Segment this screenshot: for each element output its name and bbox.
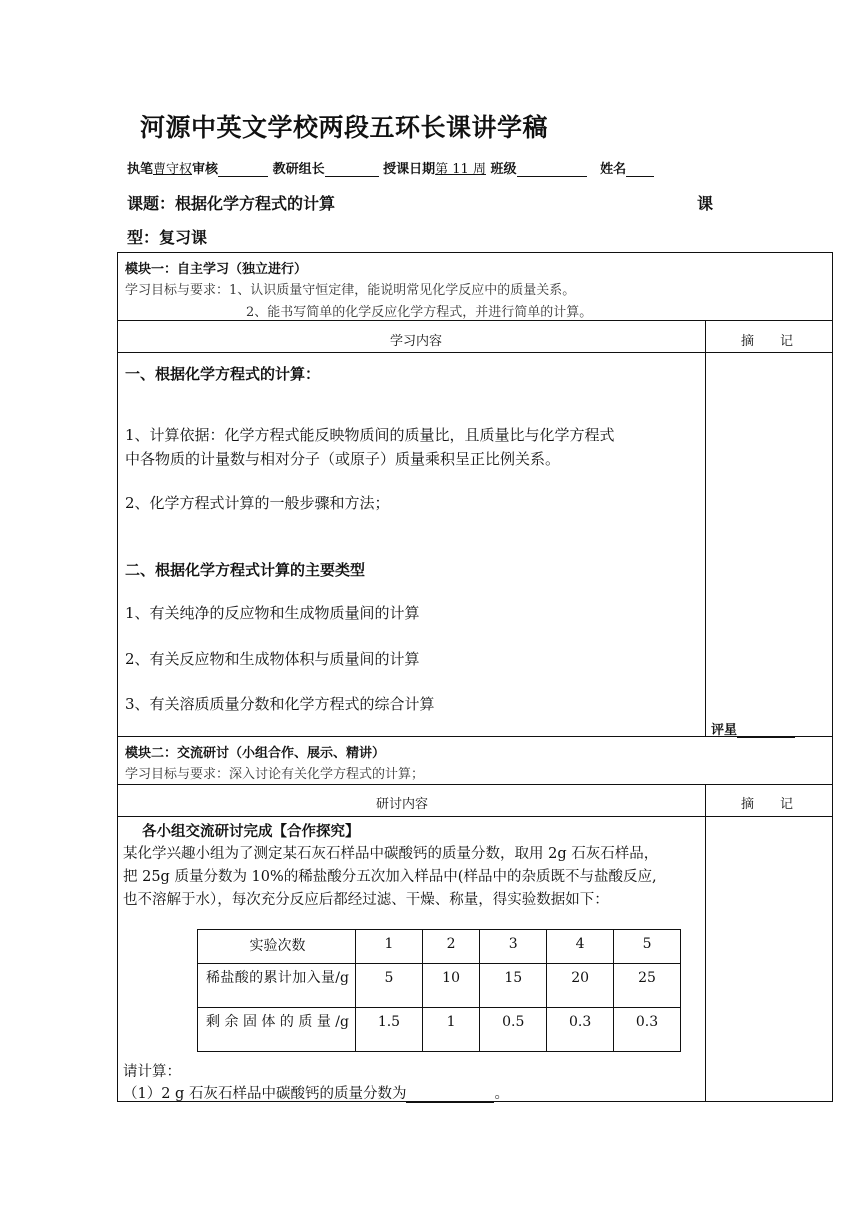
divider: [117, 352, 833, 353]
section1-item1-line2: 中各物质的计量数与相对分子（或原子）质量乘积呈正比例关系。: [125, 450, 561, 468]
writer-label: 执笔: [127, 162, 154, 177]
experiment-data-table: [197, 929, 681, 1052]
leader-blank: [325, 163, 379, 177]
column-divider: [705, 784, 706, 1102]
table-cell: 15: [480, 964, 547, 1008]
problem-line-3: 也不溶解于水），每次充分反应后都经过滤、干燥、称量，得实验数据如下：: [123, 892, 609, 908]
module1-heading: 模块一：自主学习（独立进行）: [125, 262, 308, 277]
name-blank: [626, 163, 654, 177]
rating-label: 评星: [711, 723, 738, 738]
table-cell: 1: [422, 1008, 479, 1052]
review-label: 审核: [192, 162, 219, 177]
section2-item3: 3、有关溶质质量分数和化学方程式的综合计算: [125, 695, 435, 713]
table-cell: 0.3: [614, 1008, 681, 1052]
section2-item1: 1、有关纯净的反应物和生成物质量间的计算: [125, 604, 420, 622]
date-value: 第 11 周: [435, 162, 486, 177]
divider: [117, 736, 833, 737]
section2-item2: 2、有关反应物和生成物体积与质量间的计算: [125, 650, 420, 668]
divider: [117, 320, 833, 321]
table-cell: 10: [422, 964, 479, 1008]
divider: [117, 816, 833, 817]
table-row: [198, 930, 681, 964]
module1-goal-1: 学习目标与要求：1、认识质量守恒定律，能说明常见化学反应中的质量关系。: [125, 283, 576, 298]
lesson-type-char: 课: [697, 194, 714, 213]
calc-label: 请计算：: [123, 1064, 181, 1080]
table-cell: 稀盐酸的累计加入量/g: [198, 964, 356, 1008]
section1-item1-line1: 1、计算依据：化学方程式能反映物质间的质量比，且质量比与化学方程式: [125, 426, 615, 444]
lesson-topic: 课题：根据化学方程式的计算: [127, 194, 336, 213]
module1-col-notes: 摘 记: [741, 334, 794, 349]
column-divider: [705, 320, 706, 736]
section1-item2: 2、化学方程式计算的一般步骤和方法；: [125, 494, 390, 512]
table-cell: 25: [614, 964, 681, 1008]
page-title: 河源中英文学校两段五环长课讲学稿: [140, 113, 549, 142]
module2-goal: 学习目标与要求：深入讨论有关化学方程式的计算；: [125, 767, 425, 782]
question-1: （1）2 g 石灰石样品中碳酸钙的质量分数为: [123, 1086, 407, 1102]
module1-goal-2: 2、能书写简单的化学反应化学方程式，并进行简单的计算。: [246, 305, 593, 320]
table-row: [198, 1008, 681, 1052]
problem-line-1: 某化学兴趣小组为了测定某石灰石样品中碳酸钙的质量分数，取用 2g 石灰石样品，: [123, 846, 659, 862]
lesson-type: 型：复习课: [127, 228, 208, 247]
class-blank: [517, 163, 587, 177]
table-cell: 3: [480, 930, 547, 964]
section2-title: 二、根据化学方程式计算的主要类型: [125, 561, 366, 579]
question-1-row: [123, 1082, 509, 1103]
name-label: 姓名: [600, 162, 627, 177]
table-cell: 0.3: [547, 1008, 614, 1052]
problem-line-2: 把 25g 质量分数为 10%的稀盐酸分五次加入样品中(样品中的杂质既不与盐酸反应,: [123, 869, 657, 885]
module1-col-content: 学习内容: [390, 334, 443, 349]
table-cell: 剩余固体的质量/g: [198, 1008, 356, 1052]
table-cell: 5: [356, 964, 423, 1008]
table-cell: 1.5: [356, 1008, 423, 1052]
table-cell: 4: [547, 930, 614, 964]
table-cell: 1: [356, 930, 423, 964]
table-cell: 2: [422, 930, 479, 964]
answer-blank[interactable]: [406, 1088, 494, 1103]
date-label: 授课日期: [383, 162, 436, 177]
meta-line: [127, 158, 654, 177]
divider: [117, 784, 833, 785]
module2-col-content: 研讨内容: [376, 797, 429, 812]
class-label: 班级: [490, 162, 517, 177]
leader-label: 教研组长: [272, 162, 325, 177]
module2-col-notes: 摘 记: [741, 797, 794, 812]
table-cell: 实验次数: [198, 930, 356, 964]
table-cell: 5: [614, 930, 681, 964]
table-cell: 20: [547, 964, 614, 1008]
section1-title: 一、根据化学方程式的计算：: [125, 365, 321, 383]
module2-heading: 模块二：交流研讨（小组合作、展示、精讲）: [125, 746, 386, 761]
question-1-end: 。: [494, 1086, 509, 1102]
table-row: [198, 964, 681, 1008]
writer-name: 曹守权: [153, 162, 193, 177]
inquiry-title: 各小组交流研讨完成【合作探究】: [142, 823, 360, 840]
table-cell: 0.5: [480, 1008, 547, 1052]
review-blank: [218, 163, 268, 177]
